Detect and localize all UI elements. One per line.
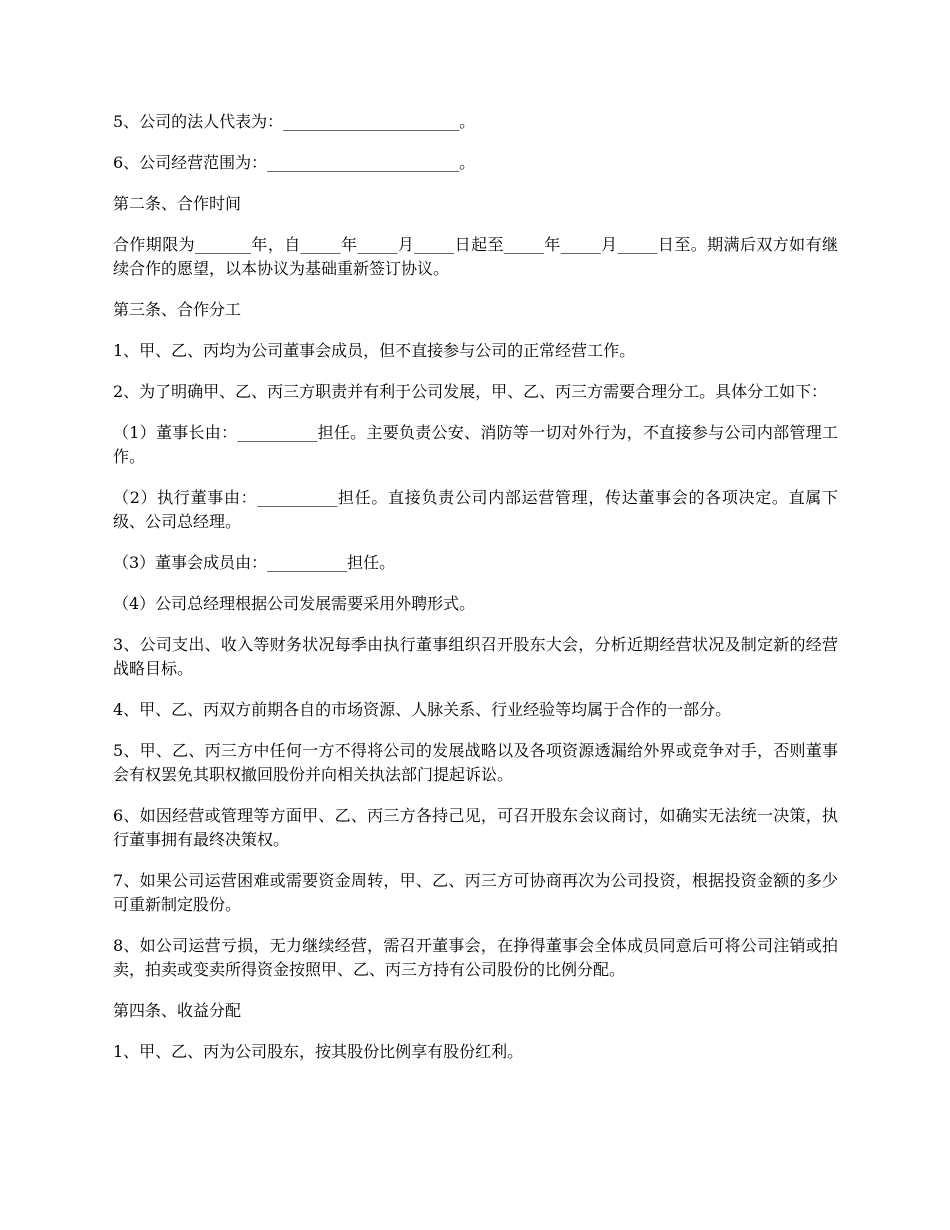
section-heading-cooperation-time: 第二条、合作时间 bbox=[113, 194, 242, 213]
document-body bbox=[113, 110, 838, 1081]
section-heading-profit-distribution: 第四条、收益分配 bbox=[113, 1001, 242, 1020]
clause-board-members: 1、甲、乙、丙均为公司董事会成员，但不直接参与公司的正常经营工作。 bbox=[113, 341, 636, 360]
clause-confidentiality: 5、甲、乙、丙三方中任何一方不得将公司的发展战略以及各项资源透漏给外界或竞争对手，否则董事会有权罢免其职权撤回股份并向相关执法部门提起诉讼。 bbox=[113, 741, 838, 784]
clause-general-manager: （4）公司总经理根据公司发展需要采用外聘形式。 bbox=[113, 594, 476, 613]
clause-dispute-resolution: 6、如因经营或管理等方面甲、乙、丙三方各持己见，可召开股东会议商讨，如确实无法统一决策，执行董事拥有最终决策权。 bbox=[113, 806, 838, 849]
clause-prior-resources: 4、甲、乙、丙双方前期各自的市场资源、人脉关系、行业经验等均属于合作的一部分。 bbox=[113, 700, 732, 719]
clause-executive-director: （2）执行董事由：__________担任。直接负责公司内部运营管理，传达董事会的各项决定。直属下级、公司总经理。 bbox=[113, 488, 838, 531]
clause-dividends: 1、甲、乙、丙为公司股东，按其股份比例享有股份红利。 bbox=[113, 1042, 524, 1061]
clause-legal-representative: 5、公司的法人代表为：______________________。 bbox=[113, 112, 476, 131]
section-heading-division-of-labor: 第三条、合作分工 bbox=[113, 300, 242, 319]
clause-cooperation-period: 合作期限为_______年，自_____年_____月_____日起至_____年_____月_____日至。期满后双方如有继续合作的愿望，以本协议为基础重新签订协议。 bbox=[113, 235, 838, 278]
clause-board-member-role: （3）董事会成员由：__________担任。 bbox=[113, 553, 396, 572]
clause-reinvestment: 7、如果公司运营困难或需要资金周转，甲、乙、丙三方可协商再次为公司投资，根据投资金额的多少可重新制定股份。 bbox=[113, 871, 838, 914]
clause-chairman: （1）董事长由：__________担任。主要负责公安、消防等一切对外行为，不直接参与公司内部管理工作。 bbox=[113, 423, 838, 466]
clause-business-scope: 6、公司经营范围为：________________________。 bbox=[113, 153, 476, 172]
clause-division-intro: 2、为了明确甲、乙、丙三方职责并有利于公司发展，甲、乙、丙三方需要合理分工。具体分工如下： bbox=[113, 382, 828, 401]
clause-liquidation: 8、如公司运营亏损，无力继续经营，需召开董事会，在挣得董事会全体成员同意后可将公司注销或拍卖，拍卖或变卖所得资金按照甲、乙、丙三方持有公司股份的比例分配。 bbox=[113, 936, 838, 979]
clause-financial-review: 3、公司支出、收入等财务状况每季由执行董事组织召开股东大会，分析近期经营状况及制定新的经营战略目标。 bbox=[113, 635, 838, 678]
